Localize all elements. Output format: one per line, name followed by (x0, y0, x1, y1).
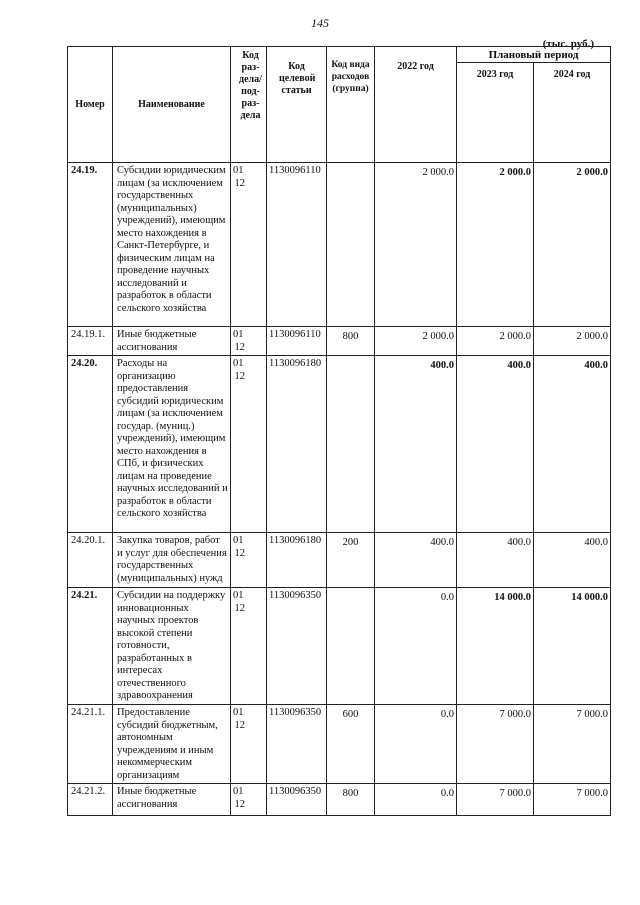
row-section: 01 (233, 786, 244, 797)
row-subsection: 12 (234, 719, 245, 731)
row-2022: 2 000.0 (375, 163, 457, 327)
row-2024: 400.0 (534, 533, 611, 588)
budget-table (67, 46, 611, 816)
page-number: 145 (311, 16, 329, 30)
row-section: 01 (233, 329, 244, 340)
row-subsection: 12 (234, 798, 245, 810)
header-number: Номер (68, 47, 113, 163)
row-2023: 400.0 (457, 356, 534, 533)
row-2023: 2 000.0 (457, 163, 534, 327)
header-2023: 2023 год (457, 63, 534, 163)
row-article: 1130096180 (267, 356, 327, 533)
row-article: 1130096110 (267, 163, 327, 327)
row-name: Закупка товаров, работ и услуг для обеспечения государственных (муниципальных) нужд (113, 533, 231, 588)
header-name: Наименование (113, 47, 231, 163)
table-row (68, 163, 611, 327)
row-article: 1130096350 (267, 705, 327, 784)
row-expense: 800 (327, 784, 375, 816)
row-2024: 2 000.0 (534, 327, 611, 356)
row-number: 24.20. (68, 356, 113, 533)
row-subsection: 12 (234, 341, 245, 353)
row-number: 24.21. (68, 588, 113, 705)
table-row (68, 588, 611, 705)
row-2023: 14 000.0 (457, 588, 534, 705)
units-label: (тыс. руб.) (542, 38, 594, 50)
row-expense (327, 356, 375, 533)
row-2023: 7 000.0 (457, 784, 534, 816)
row-number: 24.20.1. (68, 533, 113, 588)
header-2022: 2022 год (375, 47, 457, 163)
table-row (68, 327, 611, 356)
table-row (68, 356, 611, 533)
row-2024: 14 000.0 (534, 588, 611, 705)
header-expense-type: Код вида расходов (группа) (327, 47, 375, 163)
row-name: Иные бюджетные ассигнования (113, 784, 231, 816)
row-section: 01 (233, 590, 244, 601)
row-expense (327, 163, 375, 327)
row-2022: 0.0 (375, 588, 457, 705)
header-2024: 2024 год (534, 63, 611, 163)
row-expense: 800 (327, 327, 375, 356)
row-2022: 2 000.0 (375, 327, 457, 356)
row-subsection: 12 (234, 547, 245, 559)
row-number: 24.19.1. (68, 327, 113, 356)
row-section: 01 (233, 358, 244, 369)
row-number: 24.21.2. (68, 784, 113, 816)
row-2022: 0.0 (375, 784, 457, 816)
row-article: 1130096110 (267, 327, 327, 356)
table-row (68, 705, 611, 784)
row-subsection: 12 (234, 370, 245, 382)
header-section: Код раз- дела/ под- раз- дела (231, 47, 267, 163)
row-name: Субсидии на поддержку инновационных научных проектов высокой степени готовности, разработанных в интересах отечественного здравоохранения (113, 588, 231, 705)
table-row (68, 784, 611, 816)
row-2024: 400.0 (534, 356, 611, 533)
header-planning-period: Плановый период (457, 47, 611, 63)
header-article: Код целевой статьи (267, 47, 327, 163)
row-expense (327, 588, 375, 705)
row-2023: 7 000.0 (457, 705, 534, 784)
row-subsection: 12 (234, 177, 245, 189)
row-name: Субсидии юридическим лицам (за исключением государственных (муниципальных) учреждений), имеющим место нахождения в Санкт-Петербурге, и физическим лицам на проведение научных исследований и разработок в области сельского хозяйства (113, 163, 231, 327)
row-2024: 2 000.0 (534, 163, 611, 327)
row-subsection: 12 (234, 602, 245, 614)
row-2022: 0.0 (375, 705, 457, 784)
row-section: 01 (233, 707, 244, 718)
row-2022: 400.0 (375, 356, 457, 533)
row-expense: 200 (327, 533, 375, 588)
row-name: Иные бюджетные ассигнования (113, 327, 231, 356)
row-section: 01 (233, 535, 244, 546)
row-2022: 400.0 (375, 533, 457, 588)
row-2023: 2 000.0 (457, 327, 534, 356)
row-number: 24.21.1. (68, 705, 113, 784)
row-2024: 7 000.0 (534, 784, 611, 816)
row-number: 24.19. (68, 163, 113, 327)
row-article: 1130096350 (267, 588, 327, 705)
row-expense: 600 (327, 705, 375, 784)
row-2024: 7 000.0 (534, 705, 611, 784)
row-article: 1130096350 (267, 784, 327, 816)
row-section: 01 (233, 165, 244, 176)
row-name: Расходы на организацию предоставления субсидий юридическим лицам (за исключением государ. (муниц.) учреждений), имеющим место нахождения в СПб, и физических лицам на проведение научных исследований и разработок в области сельского хозяйства (113, 356, 231, 533)
table-row (68, 533, 611, 588)
row-name: Предоставление субсидий бюджетным, автономным учреждениям и иным некоммерческим организациям (113, 705, 231, 784)
row-article: 1130096180 (267, 533, 327, 588)
row-2023: 400.0 (457, 533, 534, 588)
